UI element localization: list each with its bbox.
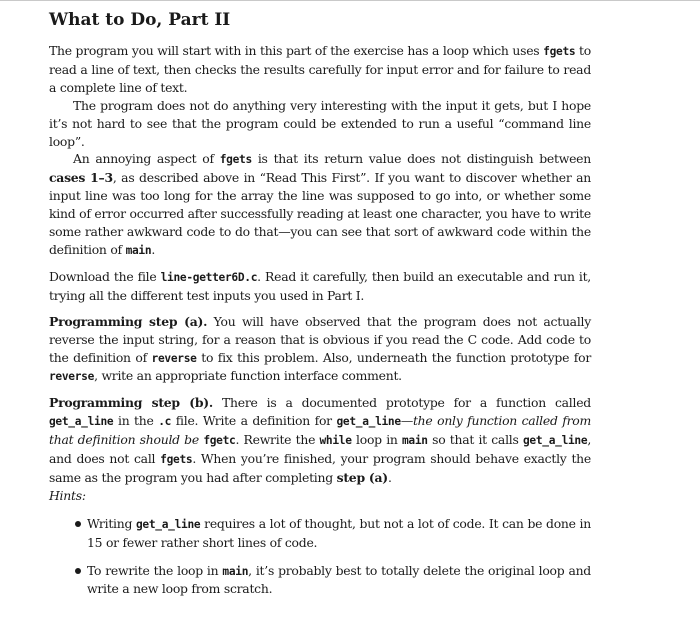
paragraph-command-loop: The program does not do anything very interesting with the input it gets, but I hope it’s not hard to see that the program could be extended to run a useful “command line loop”. — [49, 97, 591, 149]
paragraph-fgets-annoyance: An annoying aspect of fgets is that its return value does not distinguish between cases 1–3, as described above in “Read This First”. If you want to discover whether an input line was too long for the array the line was supposed to go into, or whether some kind of error occurred after successfully reading at least one character, you have to write some rather awkward code to do that—you can see that sort of awkward code within the definition of main. — [49, 151, 591, 257]
hint-item: To rewrite the loop in main, it’s probably best to totally delete the original loop and write a new loop from scratch. — [49, 562, 591, 599]
top-border — [0, 0, 700, 1]
hint-item: Writing get_a_line requires a lot of thought, but not a lot of code. It can be done in 15 or fewer rather short lines of code. — [49, 515, 591, 552]
document-page — [49, 8, 591, 608]
paragraph-intro: The program you will start with in this part of the exercise has a loop which uses fgets to read a line of text, then checks the results carefully for input error and for failure to read a complete line of text. — [49, 43, 591, 95]
paragraph-step-a: Programming step (a). You will have observed that the program does not actually reverse the input string, for a reason that is obvious if you read the C code. Add code to the definition of reverse to fix this problem. Also, underneath the function prototype for reverse, write an appropriate function interface comment. — [49, 313, 591, 384]
hints-list — [49, 515, 591, 599]
bullet-icon — [75, 521, 81, 527]
paragraph-step-b: Programming step (b). There is a documented prototype for a function called get_a_line in the .c file. Write a definition for get_a_line—the only function called from that definition should be fgetc. Rewrite the while loop in main so that it calls get_a_line, and does not call fgets. When you’re finished, your program should behave exactly the same as the program you had after completing step (a). Hints: — [49, 395, 592, 503]
step-b-heading: Programming step (b). — [49, 395, 213, 411]
paragraph-download: Download the file line-getter6D.c. Read it carefully, then build an executable and run it, trying all the different test inputs you used in Part I. — [49, 268, 591, 303]
section-title: What to Do, Part II — [49, 10, 231, 30]
filename: line-getter6D.c — [160, 270, 258, 284]
bullet-icon — [75, 568, 81, 574]
hints-label: Hints: — [49, 487, 86, 503]
step-a-heading: Programming step (a). — [49, 313, 208, 329]
